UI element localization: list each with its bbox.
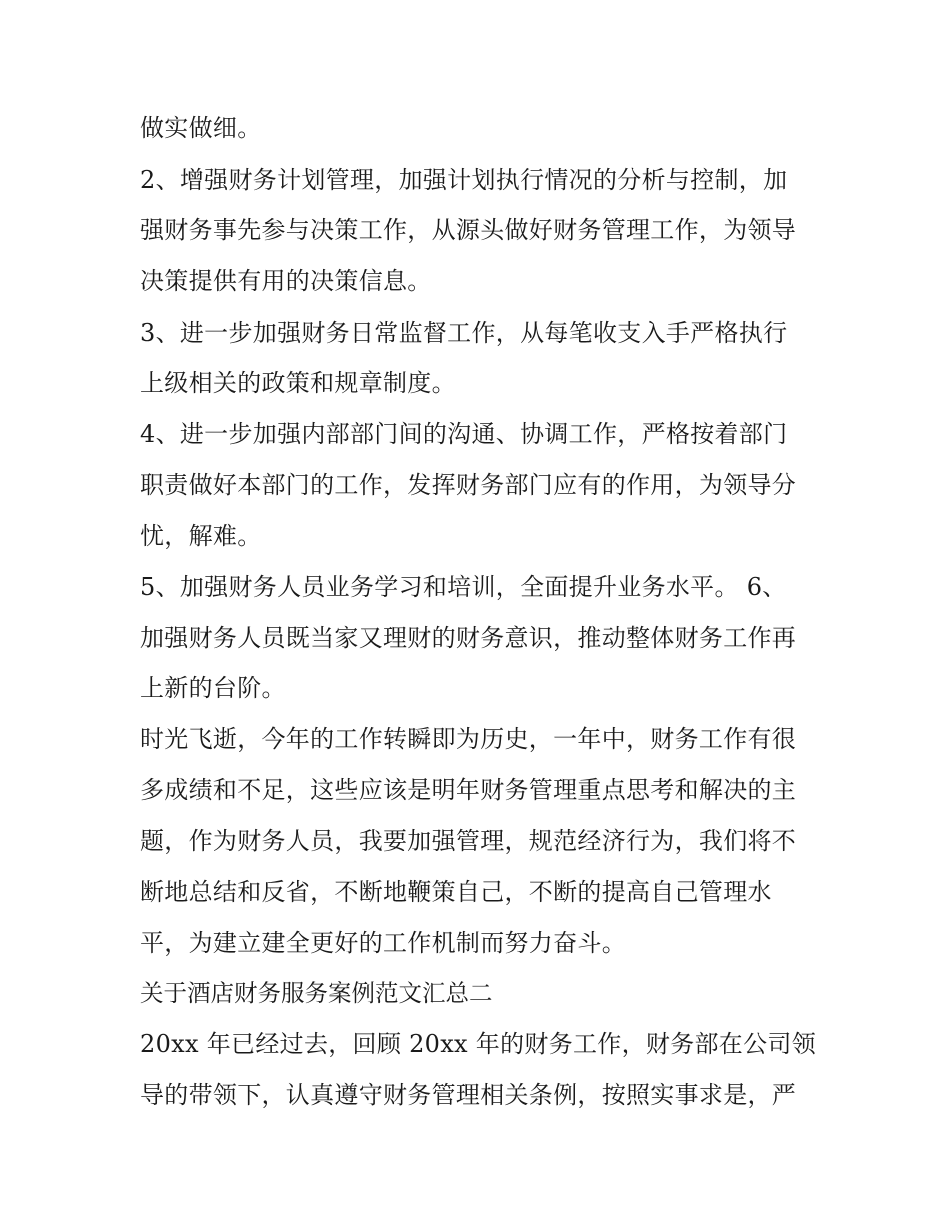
text-line-20: 导的带领下，认真遵守财务管理相关条例，按照实事求是，严 bbox=[140, 1081, 797, 1109]
text-line-8: 职责做好本部门的工作，发挥财务部门应有的作用，为领导分 bbox=[140, 471, 797, 499]
text-line-17: 平，为建立建全更好的工作机制而努力奋斗。 bbox=[140, 929, 626, 957]
text-line-10: 5、加强财务人员业务学习和培训，全面提升业务水平。 6、 bbox=[140, 573, 787, 601]
text-line-6: 上级相关的政策和规章制度。 bbox=[140, 369, 456, 397]
section-heading: 关于酒店财务服务案例范文汇总二 bbox=[140, 979, 493, 1007]
text-line-3: 强财务事先参与决策工作，从源头做好财务管理工作，为领导 bbox=[140, 216, 797, 244]
text-line-14: 多成绩和不足，这些应该是明年财务管理重点思考和解决的主 bbox=[140, 776, 797, 804]
text-line-16: 断地总结和反省，不断地鞭策自己，不断的提高自己管理水 bbox=[140, 878, 772, 906]
text-line-5: 3、进一步加强财务日常监督工作，从每笔收支入手严格执行 bbox=[140, 319, 788, 347]
text-line-2: 2、增强财务计划管理，加强计划执行情况的分析与控制，加 bbox=[140, 166, 788, 194]
text-line-11: 加强财务人员既当家又理财的财务意识，推动整体财务工作再 bbox=[140, 624, 797, 652]
text-line-13: 时光飞逝，今年的工作转瞬即为历史，一年中，财务工作有很 bbox=[140, 725, 797, 753]
text-line-7: 4、进一步加强内部部门间的沟通、协调工作，严格按着部门 bbox=[140, 420, 788, 448]
text-line-12: 上新的台阶。 bbox=[140, 674, 286, 702]
text-line-4: 决策提供有用的决策信息。 bbox=[140, 267, 432, 295]
text-line-15: 题，作为财务人员，我要加强管理，规范经济行为，我们将不 bbox=[140, 827, 797, 855]
text-line-9: 忧，解难。 bbox=[140, 522, 262, 550]
text-line-1: 做实做细。 bbox=[140, 114, 262, 142]
text-line-19: 20xx 年已经过去，回顾 20xx 年的财务工作，财务部在公司领 bbox=[140, 1030, 817, 1058]
